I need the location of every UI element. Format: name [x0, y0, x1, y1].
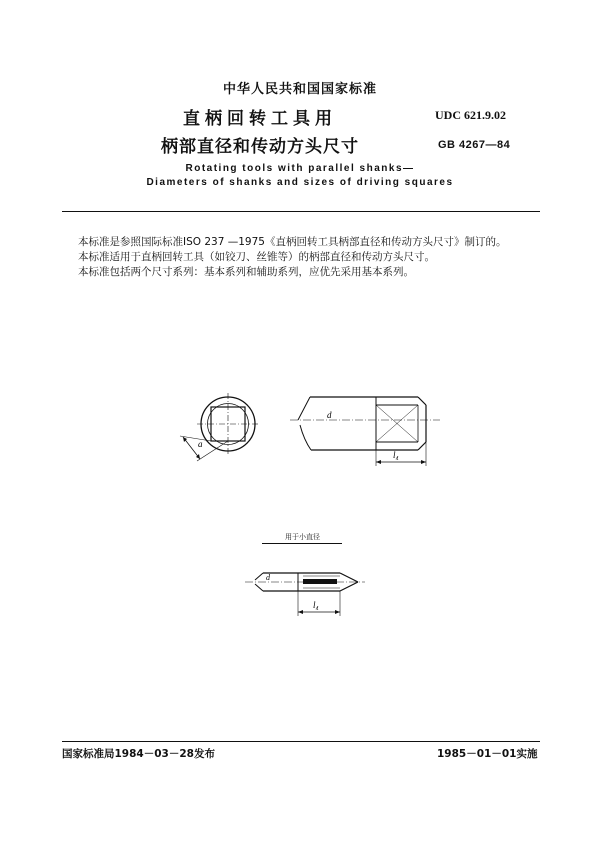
english-title-line-2: Diameters of shanks and sizes of driving squares — [146, 177, 454, 188]
dimension-label-a: a — [198, 439, 203, 449]
chinese-title-line-1: 直柄回转工具用 — [183, 109, 337, 129]
udc-code: UDC 621.9.02 — [435, 108, 506, 122]
issued-date: 国家标准局1984－03－28发布 — [62, 748, 215, 760]
dimension-label-d: d — [327, 410, 332, 420]
gb-standard-number: GB 4267—84 — [438, 139, 511, 151]
chinese-title-line-2: 柄部直径和传动方头尺寸 — [161, 137, 359, 157]
technical-drawing — [0, 370, 600, 630]
dimension-label-l4-small: l₄ — [313, 600, 319, 610]
standard-type-heading: 中华人民共和国国家标准 — [222, 82, 377, 97]
end-view-drawing — [180, 393, 259, 461]
caption-underline — [262, 543, 342, 544]
side-view-drawing — [290, 397, 440, 466]
paragraph-scope: 本标准适用于直柄回转工具（如铰刀、丝锥等）的柄部直径和传动方头尺寸。 — [78, 251, 435, 263]
small-diameter-caption: 用于小直径 — [285, 533, 320, 541]
dimension-label-d-small: d — [266, 573, 270, 582]
small-diameter-drawing — [245, 573, 365, 616]
dimension-label-l4: l₄ — [393, 450, 399, 460]
header-divider — [62, 211, 540, 212]
paragraph-series: 本标准包括两个尺寸系列：基本系列和辅助系列，应优先采用基本系列。 — [78, 266, 414, 278]
paragraph-reference-standard: 本标准是参照国际标准ISO 237 —1975《直柄回转工具柄部直径和传动方头尺寸》制订的。 — [78, 236, 507, 248]
english-title-line-1: Rotating tools with parallel shanks— — [185, 163, 415, 174]
implementation-date: 1985－01－01实施 — [437, 748, 538, 760]
footer-divider — [62, 741, 540, 742]
